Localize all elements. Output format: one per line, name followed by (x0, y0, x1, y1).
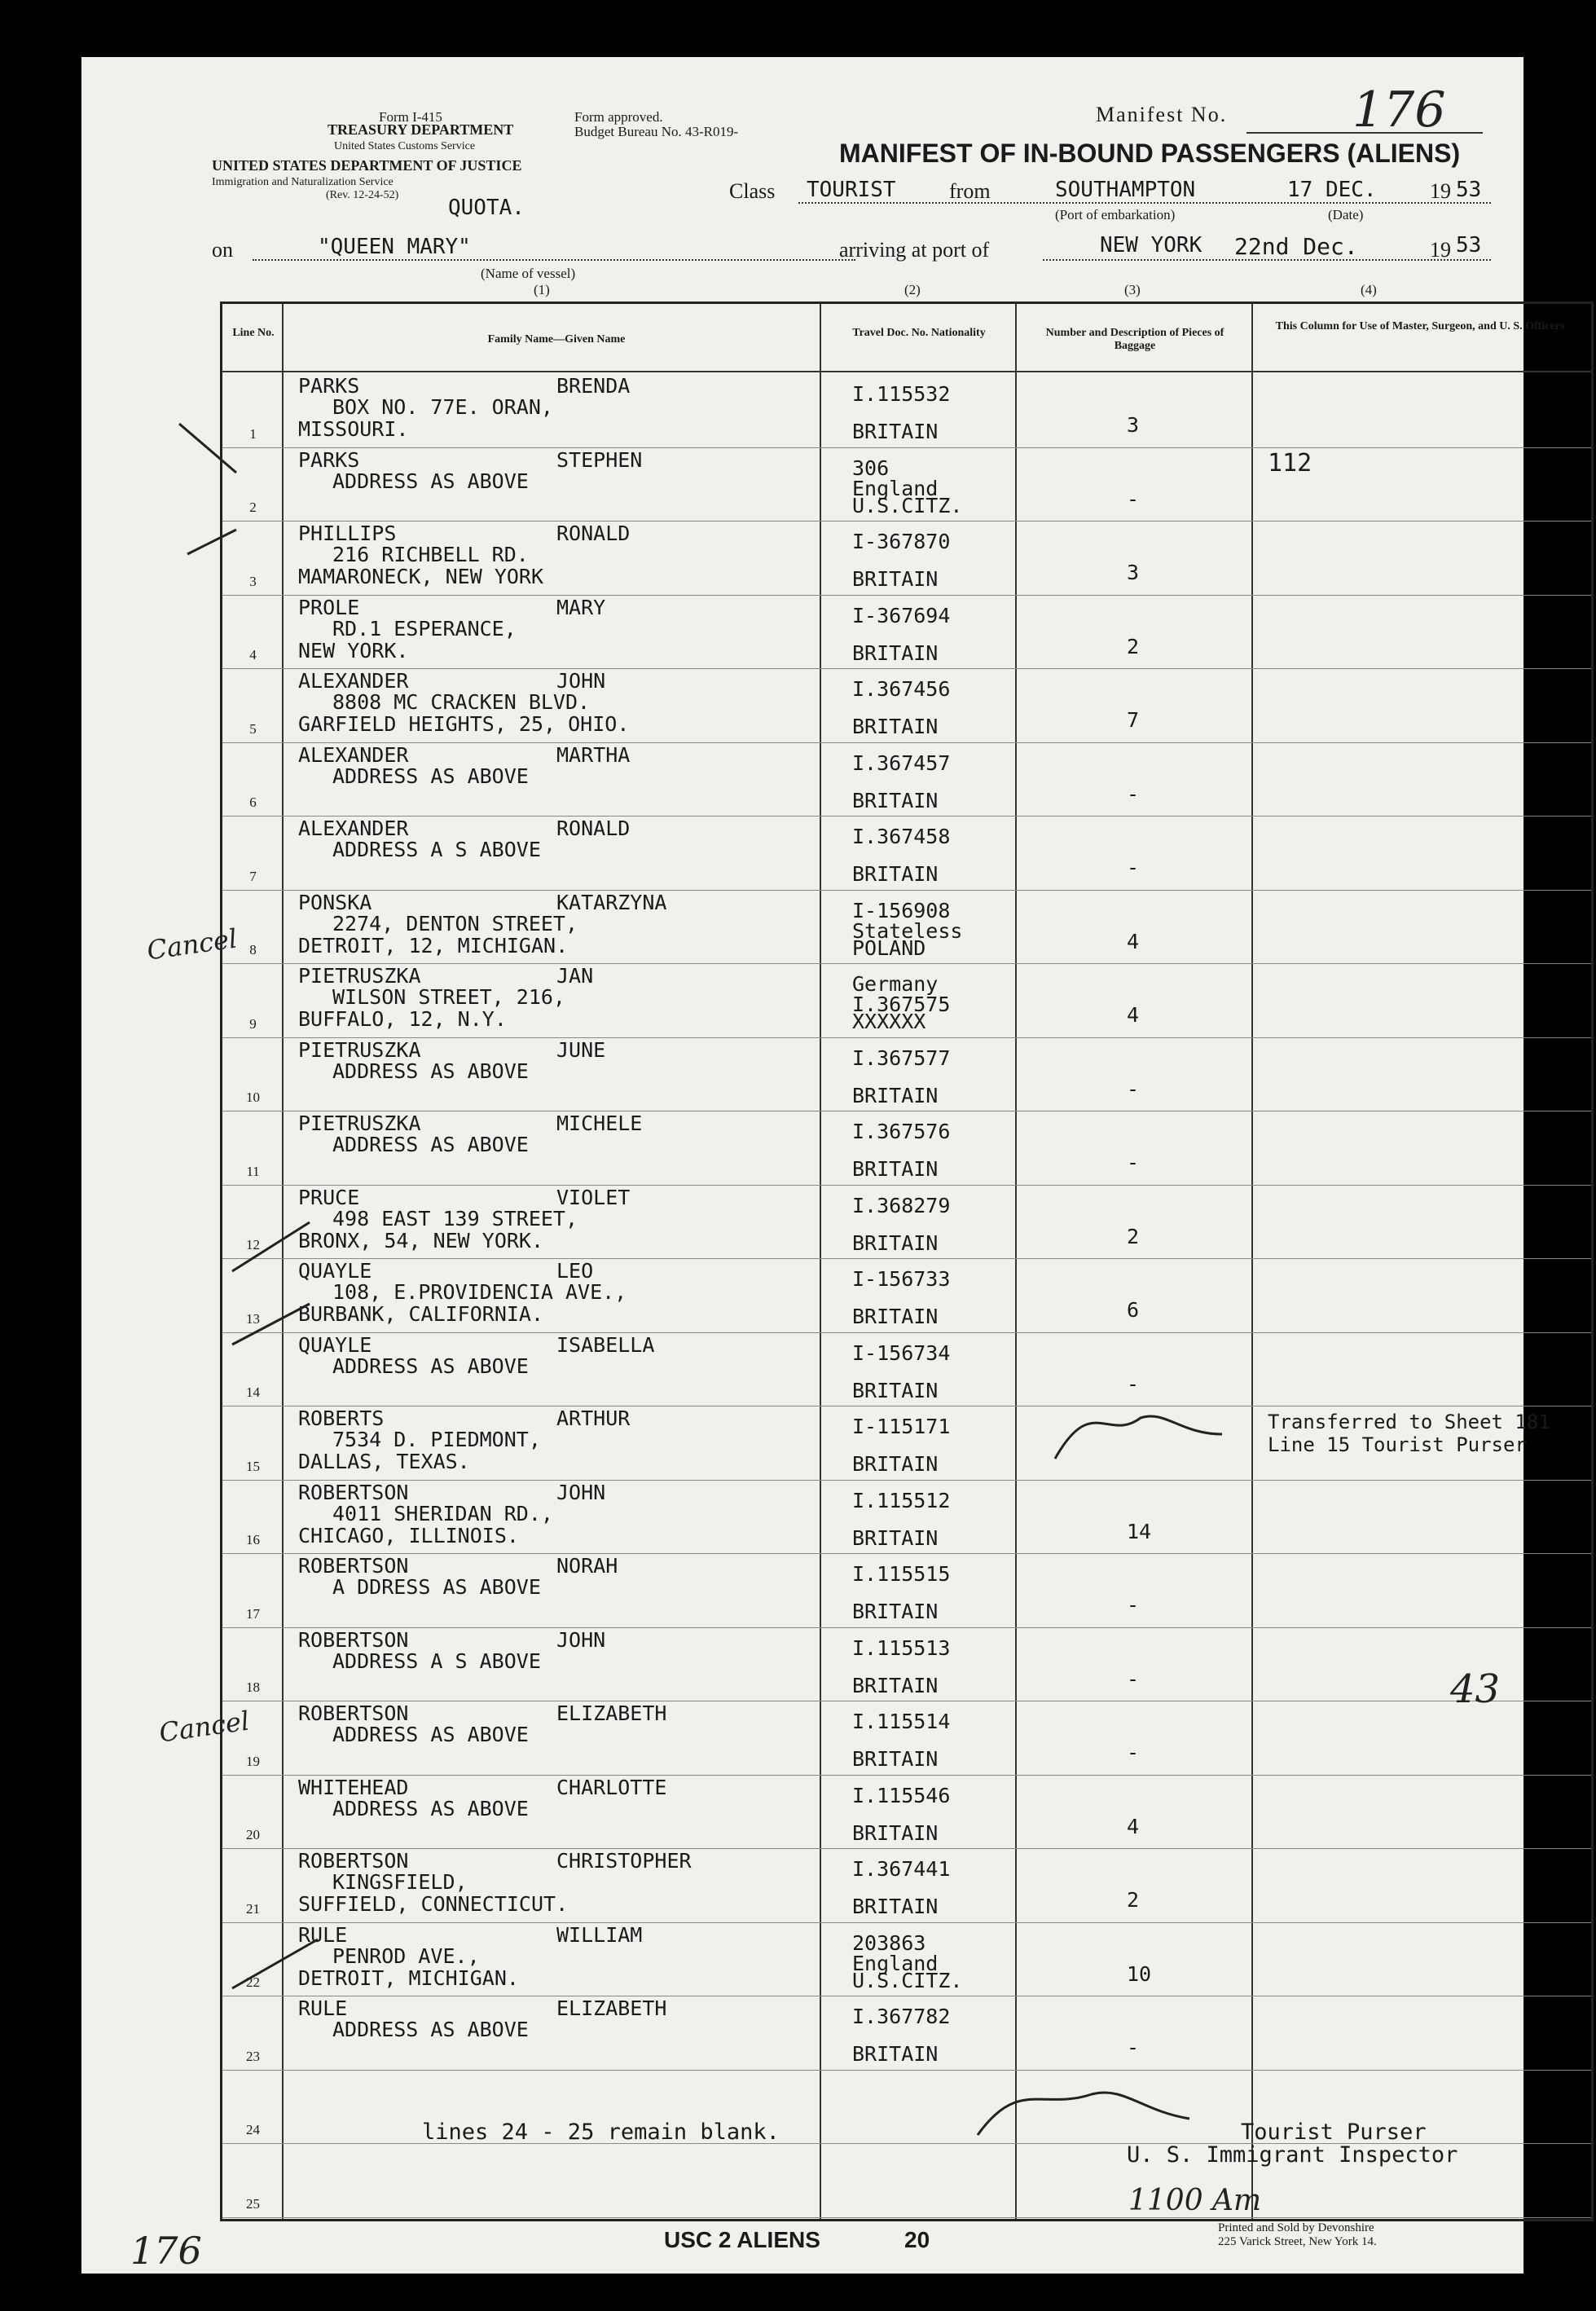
travel-doc-no: I-156733 (852, 1267, 951, 1291)
travel-doc-detail: England (852, 476, 939, 500)
nationality: BRITAIN (852, 420, 939, 443)
address-line-2: DETROIT, MICHIGAN. (298, 1965, 519, 1990)
nationality: BRITAIN (852, 862, 939, 886)
family-name: QUAYLE (298, 1332, 372, 1357)
family-name: PIETRUSZKA (298, 1037, 421, 1062)
travel-doc-no: I.367458 (852, 825, 951, 848)
class-label: Class (729, 179, 776, 203)
handwritten-marks (81, 57, 1523, 2274)
time-note: 1100 Am (1128, 2184, 1262, 2217)
col2-label: (2) (904, 282, 921, 297)
given-name: MARY (556, 595, 606, 619)
header-baggage: Number and Description of Pieces of Baggage (1045, 327, 1224, 352)
from-date: 17 DEC. (1287, 178, 1377, 202)
family-name: ROBERTSON (298, 1554, 409, 1578)
department-of-justice: UNITED STATES DEPARTMENT OF JUSTICE (212, 157, 522, 174)
address-line-1: 108, E.PROVIDENCIA AVE., (332, 1280, 627, 1304)
given-name: JOHN (556, 1627, 606, 1652)
line-number: 6 (249, 795, 257, 810)
address-line-1: 8808 MC CRACKEN BLVD. (332, 690, 591, 714)
baggage-count: 3 (1127, 413, 1140, 437)
baggage-count: - (1127, 781, 1140, 806)
travel-doc-no: I.367577 (852, 1045, 951, 1070)
family-name: ROBERTSON (298, 1701, 409, 1725)
given-name: JOHN (556, 669, 606, 693)
arriving-label: arriving at port of (839, 238, 990, 262)
travel-doc-detail: I.367575 (852, 993, 951, 1016)
given-name: STEPHEN (556, 447, 643, 472)
line-number: 11 (246, 1163, 260, 1179)
col3-label: (3) (1124, 282, 1141, 297)
year1-prefix: 19 (1430, 179, 1451, 203)
printer-line-2: 225 Varick Street, New York 14. (1218, 2235, 1377, 2248)
line-number: 20 (246, 1827, 260, 1842)
address-line-1: ADDRESS AS ABOVE (332, 1059, 529, 1083)
travel-doc-detail: Stateless (852, 918, 963, 943)
form-number: Form I-415 (379, 109, 442, 125)
baggage-count: - (1127, 1593, 1140, 1617)
address-line-2: DETROIT, 12, MICHIGAN. (298, 933, 569, 957)
line-number: 10 (246, 1089, 260, 1105)
header-line-no: Line No. (232, 327, 275, 339)
bottom-code-number: 20 (904, 2227, 930, 2252)
given-name: MARTHA (556, 742, 631, 767)
nationality: BRITAIN (852, 1305, 939, 1328)
baggage-count: 4 (1127, 1003, 1140, 1027)
baggage-count: 2 (1127, 1224, 1140, 1248)
address-line-2: MAMARONECK, NEW YORK (298, 565, 544, 588)
officer-note: Transferred to Sheet 181 Line 15 Tourist Purser (1268, 1411, 1550, 1456)
given-name: WILLIAM (556, 1922, 643, 1947)
line-number: 21 (246, 1900, 260, 1917)
family-name: WHITEHEAD (298, 1775, 409, 1799)
line-number: 13 (246, 1310, 260, 1327)
address-line-1: PENROD AVE., (332, 1943, 480, 1968)
family-name: ROBERTSON (298, 1627, 409, 1652)
line-number: 3 (249, 573, 257, 589)
given-name: JUNE (556, 1037, 606, 1062)
travel-doc-no: I.368279 (852, 1193, 951, 1217)
nationality: BRITAIN (852, 1820, 939, 1845)
address-line-2: NEW YORK. (298, 638, 409, 662)
header-officers: This Column for Use of Master, Surgeon, and U. S. Officers (1275, 320, 1565, 332)
baggage-count: - (1127, 486, 1140, 511)
address-line-2: MISSOURI. (298, 417, 409, 441)
revision-date: (Rev. 12-24-52) (326, 189, 399, 201)
line-number: 1 (249, 425, 257, 442)
bottom-code: USC 2 ALIENS (664, 2227, 820, 2252)
address-line-1: 7534 D. PIEDMONT, (332, 1428, 541, 1451)
travel-doc-no: I.367782 (852, 2005, 951, 2028)
nationality: U.S.CITZ. (852, 493, 963, 517)
given-name: CHRISTOPHER (556, 1849, 692, 1873)
year2-value: 53 (1456, 233, 1482, 258)
purser-label: Tourist Purser (1241, 2120, 1427, 2145)
baggage-count: - (1127, 856, 1140, 879)
family-name: PIETRUSZKA (298, 1111, 421, 1135)
line-number: 25 (246, 2195, 260, 2212)
nationality: BRITAIN (852, 567, 939, 591)
travel-doc-no: I-367870 (852, 530, 951, 553)
line-number: 9 (249, 1015, 257, 1032)
given-name: LEO (556, 1259, 594, 1283)
manifest-no-value: 176 (1352, 81, 1446, 139)
nationality: POLAND (852, 935, 926, 960)
baggage-count: - (1127, 1076, 1140, 1101)
family-name: PONSKA (298, 890, 372, 914)
treasury-department: TREASURY DEPARTMENT (328, 121, 514, 138)
travel-doc-no: 203863 (852, 1930, 926, 1955)
nationality: BRITAIN (852, 1378, 939, 1402)
inspector-signature (978, 2093, 1189, 2135)
family-name: RULE (298, 1922, 348, 1947)
manifest-no-label: Manifest No. (1096, 103, 1228, 126)
nationality: BRITAIN (852, 1600, 939, 1623)
baggage-count: - (1127, 1371, 1140, 1396)
address-line-1: ADDRESS AS ABOVE (332, 1354, 529, 1378)
port-label: (Port of embarkation) (1055, 207, 1176, 222)
vessel-name: "QUEEN MARY" (318, 235, 471, 259)
arriving-date: 22nd Dec. (1234, 233, 1358, 260)
address-line-1: ADDRESS AS ABOVE (332, 469, 529, 493)
nationality: BRITAIN (852, 715, 939, 738)
given-name: ELIZABETH (556, 1996, 667, 2020)
vessel-label: (Name of vessel) (481, 266, 576, 281)
travel-doc-no: I.367457 (852, 751, 951, 775)
baggage-count: 2 (1127, 1888, 1140, 1912)
family-name: PHILLIPS (298, 522, 397, 545)
baggage-count: - (1127, 2036, 1140, 2059)
family-name: PARKS (298, 447, 360, 472)
given-name: ELIZABETH (556, 1701, 667, 1725)
family-name: ALEXANDER (298, 742, 409, 767)
line-number: 12 (246, 1237, 260, 1252)
nationality: BRITAIN (852, 788, 939, 812)
header-name: Family Name—Given Name (487, 333, 626, 346)
given-name: NORAH (556, 1554, 618, 1578)
baggage-count: - (1127, 1741, 1140, 1764)
travel-doc-no: I.115532 (852, 382, 951, 406)
inspector-label: U. S. Immigrant Inspector (1127, 2142, 1458, 2168)
travel-doc-no: I.115515 (852, 1562, 951, 1586)
address-line-1: BOX NO. 77E. ORAN, (332, 395, 553, 419)
nationality: BRITAIN (852, 1452, 939, 1476)
baggage-count: 4 (1127, 929, 1140, 953)
travel-doc-no: Germany (852, 972, 939, 996)
immigration-service: Immigration and Naturalization Service (212, 176, 394, 188)
family-name: PROLE (298, 595, 360, 619)
line-number: 14 (246, 1384, 260, 1400)
address-line-1: ADDRESS A S ABOVE (332, 1649, 541, 1673)
given-name: KATARZYNA (556, 890, 667, 914)
travel-doc-no: I.367441 (852, 1857, 951, 1881)
nationality: BRITAIN (852, 640, 939, 665)
given-name: BRENDA (556, 374, 631, 398)
given-name: ARTHUR (556, 1406, 631, 1430)
travel-doc-no: I-367694 (852, 603, 951, 627)
line-number: 16 (246, 1532, 260, 1547)
line-number: 17 (246, 1605, 260, 1622)
year2-prefix: 19 (1430, 238, 1451, 262)
family-name: ROBERTSON (298, 1849, 409, 1873)
purser-signature (1055, 1416, 1222, 1459)
given-name: JOHN (556, 1480, 606, 1504)
travel-doc-no: I-156908 (852, 898, 951, 922)
given-name: VIOLET (556, 1185, 631, 1209)
from-value: SOUTHAMPTON (1055, 178, 1196, 202)
cancel-note-1: Cancel (144, 922, 240, 966)
line-number: 5 (249, 720, 257, 737)
line-number: 15 (246, 1458, 260, 1474)
line-number: 18 (246, 1679, 260, 1695)
nationality: BRITAIN (852, 1230, 939, 1255)
family-name: PIETRUSZKA (298, 964, 421, 988)
form-approved: Form approved. (574, 109, 663, 125)
address-line-2: SUFFIELD, CONNECTICUT. (298, 1892, 569, 1916)
address-line-1: ADDRESS AS ABOVE (332, 1796, 529, 1820)
baggage-count: 14 (1127, 1519, 1152, 1543)
family-name: PARKS (298, 374, 360, 398)
address-line-1: 498 EAST 139 STREET, (332, 1206, 578, 1230)
address-line-1: ADDRESS AS ABOVE (332, 2018, 529, 2041)
line-number: 24 (246, 2122, 260, 2137)
given-name: RONALD (556, 817, 631, 840)
travel-doc-detail: England (852, 1951, 939, 1975)
nationality: BRITAIN (852, 1747, 939, 1771)
margin-note: 43 (1450, 1666, 1501, 1712)
printer-line-1: Printed and Sold by Devonshire (1218, 2221, 1374, 2234)
manifest-title: MANIFEST OF IN-BOUND PASSENGERS (ALIENS) (839, 139, 1461, 168)
family-name: ROBERTS (298, 1406, 385, 1430)
travel-doc-no: I.115513 (852, 1635, 951, 1660)
given-name: JAN (556, 964, 594, 988)
nationality: BRITAIN (852, 1525, 939, 1550)
baggage-count: - (1127, 1151, 1140, 1174)
year1-value: 53 (1456, 178, 1482, 202)
family-name: RULE (298, 1996, 348, 2020)
from-label: from (949, 179, 991, 203)
nationality: BRITAIN (852, 1895, 939, 1918)
family-name: PRUCE (298, 1185, 360, 1209)
address-line-1: ADDRESS AS ABOVE (332, 1723, 529, 1746)
address-line-1: WILSON STREET, 216, (332, 985, 565, 1009)
travel-doc-no: I.367576 (852, 1120, 951, 1143)
manifest-sheet (81, 57, 1565, 2274)
family-name: ALEXANDER (298, 669, 409, 693)
given-name: RONALD (556, 522, 631, 545)
travel-doc-no: I-115171 (852, 1415, 951, 1438)
customs-service: United States Customs Service (334, 140, 476, 152)
class-value: TOURIST (807, 178, 896, 202)
blank-lines-note: lines 24 - 25 remain blank. (422, 2120, 780, 2145)
address-line-1: KINGSFIELD, (332, 1870, 468, 1894)
baggage-count: 3 (1127, 561, 1140, 584)
date-label: (Date) (1328, 207, 1364, 222)
family-name: QUAYLE (298, 1259, 372, 1283)
given-name: MICHELE (556, 1111, 643, 1135)
nationality: XXXXXX (852, 1010, 926, 1033)
address-line-2: BUFFALO, 12, N.Y. (298, 1007, 507, 1031)
address-line-1: RD.1 ESPERANCE, (332, 616, 517, 640)
header-travel-doc: Travel Doc. No. Nationality (852, 327, 986, 339)
address-line-2: DALLAS, TEXAS. (298, 1450, 470, 1473)
on-label: on (212, 238, 233, 262)
line-number: 4 (249, 647, 257, 662)
baggage-count: 7 (1127, 708, 1140, 732)
line-number: 23 (246, 2048, 260, 2064)
nationality: BRITAIN (852, 1083, 939, 1107)
nationality: U.S.CITZ. (852, 1968, 963, 1992)
address-line-1: 216 RICHBELL RD. (332, 543, 529, 566)
officer-note: 112 (1268, 448, 1312, 478)
address-line-1: 4011 SHERIDAN RD., (332, 1501, 553, 1525)
given-name: ISABELLA (556, 1332, 655, 1357)
address-line-1: ADDRESS A S ABOVE (332, 838, 541, 861)
arriving-port: NEW YORK (1100, 233, 1202, 258)
line-number: 2 (249, 500, 257, 515)
nationality: BRITAIN (852, 2042, 939, 2066)
baggage-count: 4 (1127, 1814, 1140, 1838)
travel-doc-no: I.115514 (852, 1710, 951, 1733)
travel-doc-no: I.115512 (852, 1488, 951, 1512)
col1-label: (1) (534, 282, 550, 297)
line-number: 19 (246, 1753, 260, 1769)
family-name: ALEXANDER (298, 817, 409, 840)
page-number-left: 176 (130, 2229, 202, 2273)
quota-label: QUOTA. (448, 196, 525, 220)
baggage-count: 6 (1127, 1298, 1140, 1322)
address-line-1: ADDRESS AS ABOVE (332, 764, 529, 788)
nationality: BRITAIN (852, 1673, 939, 1697)
baggage-count: 10 (1127, 1961, 1152, 1986)
cancel-note-2: Cancel (156, 1705, 252, 1749)
address-line-2: GARFIELD HEIGHTS, 25, OHIO. (298, 712, 630, 736)
line-number: 8 (249, 942, 257, 957)
nationality: BRITAIN (852, 1157, 939, 1181)
address-line-1: ADDRESS AS ABOVE (332, 1133, 529, 1156)
given-name: CHARLOTTE (556, 1775, 667, 1799)
budget-bureau: Budget Bureau No. 43-R019- (574, 124, 739, 139)
travel-doc-no: I.367456 (852, 677, 951, 701)
travel-doc-no: I.115546 (852, 1783, 951, 1807)
line-number: 7 (249, 868, 257, 884)
address-line-2: CHICAGO, ILLINOIS. (298, 1523, 519, 1547)
address-line-1: 2274, DENTON STREET, (332, 911, 578, 935)
address-line-2: BRONX, 54, NEW YORK. (298, 1228, 544, 1252)
travel-doc-no: 306 (852, 456, 890, 480)
travel-doc-no: I-156734 (852, 1340, 951, 1365)
address-line-2: BURBANK, CALIFORNIA. (298, 1302, 544, 1326)
address-line-1: A DDRESS AS ABOVE (332, 1575, 541, 1599)
baggage-count: - (1127, 1666, 1140, 1691)
family-name: ROBERTSON (298, 1480, 409, 1504)
baggage-count: 2 (1127, 634, 1140, 658)
col4-label: (4) (1361, 282, 1377, 297)
line-number: 22 (246, 1974, 260, 1990)
